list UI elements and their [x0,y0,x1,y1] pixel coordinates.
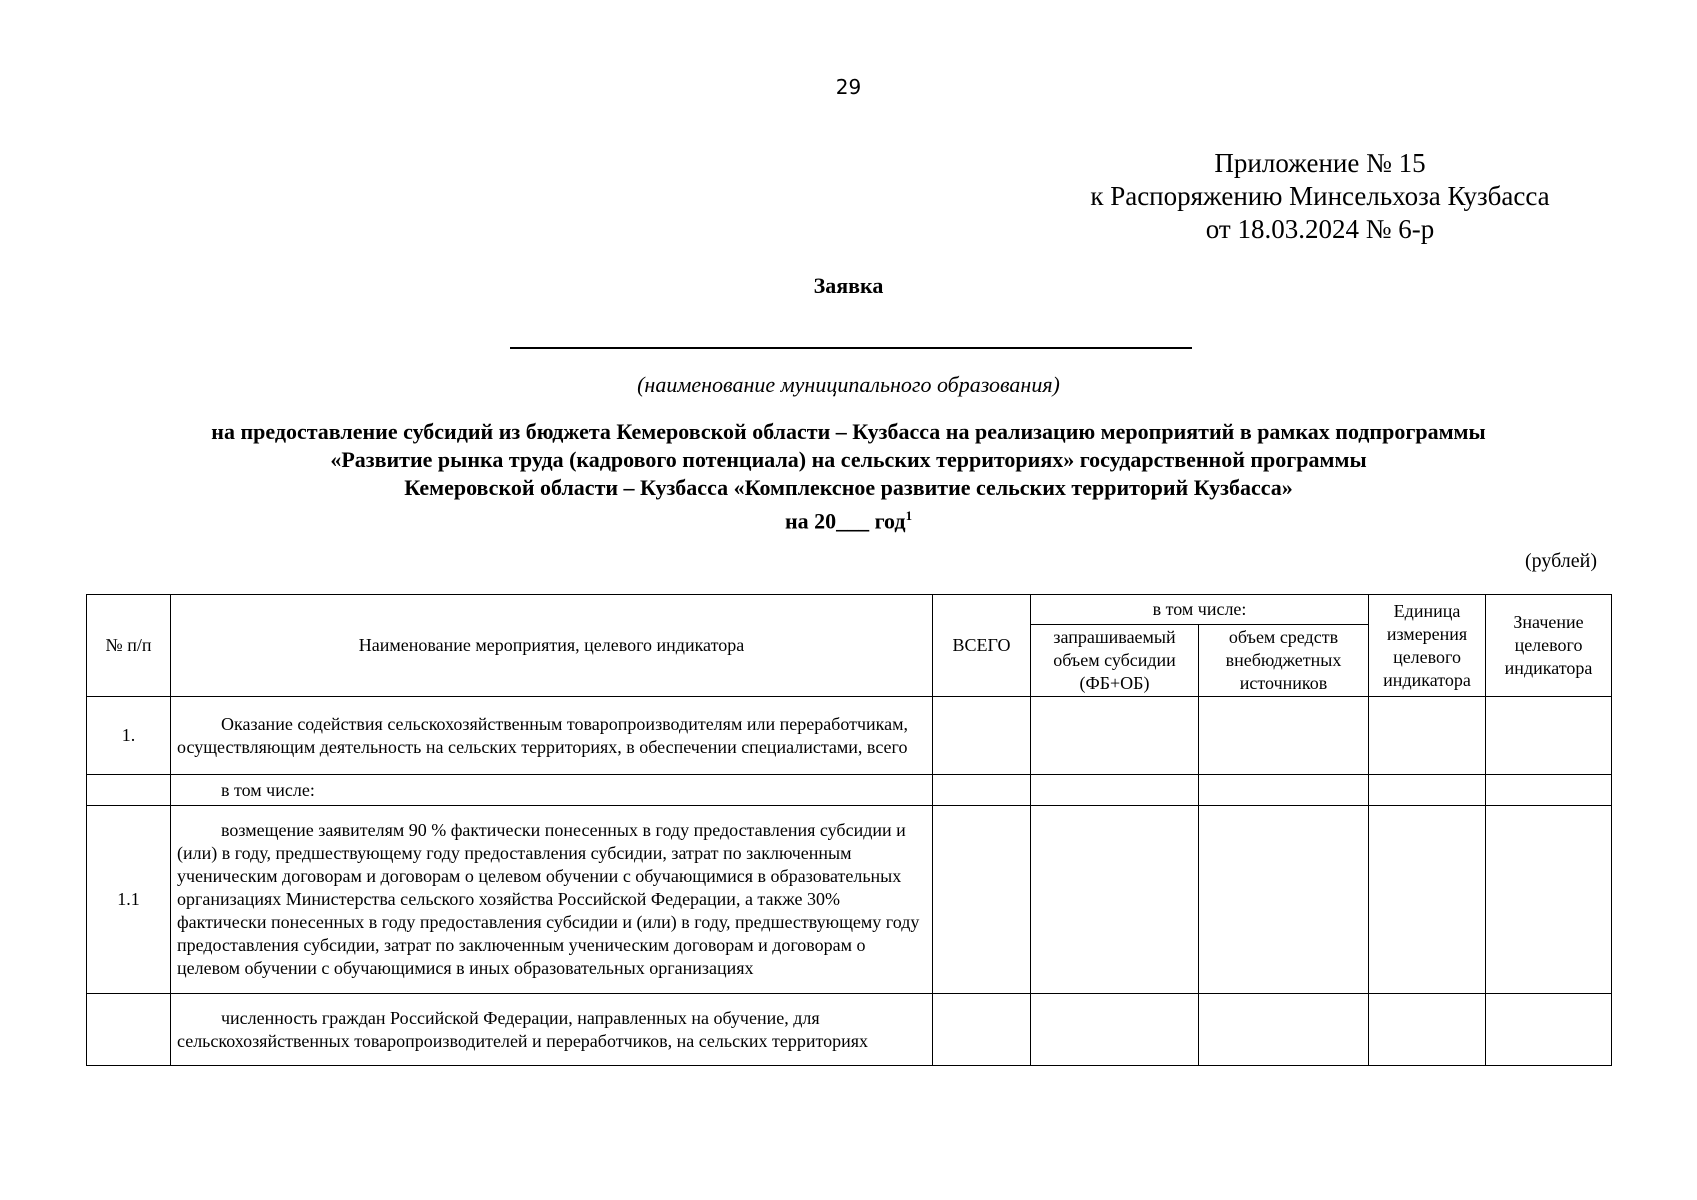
row-num [87,994,171,1066]
document-title: Заявка [813,273,884,298]
cell-extrabudget[interactable] [1199,994,1369,1066]
cell-unit[interactable] [1369,806,1486,994]
header-requested: запрашиваемый объем субсидии (ФБ+ОБ) [1031,625,1199,697]
row-name: в том числе: [171,775,933,806]
page-number: 29 [835,75,862,99]
row-num: 1. [87,697,171,775]
table-row [87,697,1612,775]
cell-value[interactable] [1486,806,1612,994]
subtitle-year: на 20___ год [784,508,906,534]
table-row [87,775,1612,806]
municipality-caption: (наименование муниципального образования) [637,372,1060,397]
subtitle-line: «Развитие рынка труда (кадрового потенциала) на сельских территориях» государственной программы [330,447,1367,472]
subtitle-line: на предоставление субсидий из бюджета Кемеровской области – Кузбасса на реализацию мероприятий в рамках подпрограммы [211,419,1486,444]
table-row [87,806,1612,994]
units-label: (рублей) [1524,550,1597,572]
table-row [87,994,1612,1066]
application-table [86,594,1612,1066]
header-num: № п/п [87,595,171,697]
row-name: возмещение заявителям 90 % фактически понесенных в году предоставления субсидии и (или) в году, предшествующему году предоставления субсидии, затрат по заключенным ученическим договорам и договорам о целевом обучении с обучающимися в образовательных организациях Министерства сельского хозяйства Российской Федерации, а также 30% фактически понесенных в году предоставления субсидии и (или) в году, предшествующему году предоставления субсидии, затрат по заключенным ученическим договорам и договорам о целевом обучении с обучающимися в иных образовательных организациях [171,806,933,994]
cell-value[interactable] [1486,775,1612,806]
subtitle-line: Кемеровской области – Кузбасса «Комплексное развитие сельских территорий Кузбасса» [404,475,1293,500]
cell-requested[interactable] [1031,994,1199,1066]
footnote-mark: 1 [905,508,913,523]
cell-total[interactable] [933,697,1031,775]
cell-requested[interactable] [1031,697,1199,775]
cell-value[interactable] [1486,994,1612,1066]
row-name: численность граждан Российской Федерации, направленных на обучение, для сельскохозяйственных товаропроизводителей и переработчиков, на сельских территориях [171,994,933,1066]
cell-value[interactable] [1486,697,1612,775]
document-subtitle [60,418,1637,535]
cell-total[interactable] [933,994,1031,1066]
cell-unit[interactable] [1369,697,1486,775]
row-name: Оказание содействия сельскохозяйственным товаропроизводителям или переработчикам, осуществляющим деятельность на сельских территориях, в обеспечении специалистами, всего [171,697,933,775]
municipality-name-field[interactable] [510,347,1192,349]
cell-unit[interactable] [1369,994,1486,1066]
header-name: Наименование мероприятия, целевого индикатора [171,595,933,697]
cell-extrabudget[interactable] [1199,806,1369,994]
header-total: ВСЕГО [933,595,1031,697]
cell-extrabudget[interactable] [1199,697,1369,775]
row-num [87,775,171,806]
header-including: в том числе: [1031,595,1369,625]
appendix-block [1040,147,1600,246]
header-unit: Единица измерения целевого индикатора [1369,595,1486,697]
cell-total[interactable] [933,775,1031,806]
cell-requested[interactable] [1031,806,1199,994]
cell-unit[interactable] [1369,775,1486,806]
cell-requested[interactable] [1031,775,1199,806]
appendix-reference: к Распоряжению Минсельхоза Кузбасса [1090,181,1550,211]
cell-extrabudget[interactable] [1199,775,1369,806]
header-value: Значение целевого индикатора [1486,595,1612,697]
appendix-date: от 18.03.2024 № 6-р [1205,214,1435,244]
row-num: 1.1 [87,806,171,994]
header-extrabudget: объем средств внебюджетных источников [1199,625,1369,697]
appendix-title: Приложение № 15 [1214,148,1426,178]
subtitle-year-line [60,502,1637,535]
cell-total[interactable] [933,806,1031,994]
